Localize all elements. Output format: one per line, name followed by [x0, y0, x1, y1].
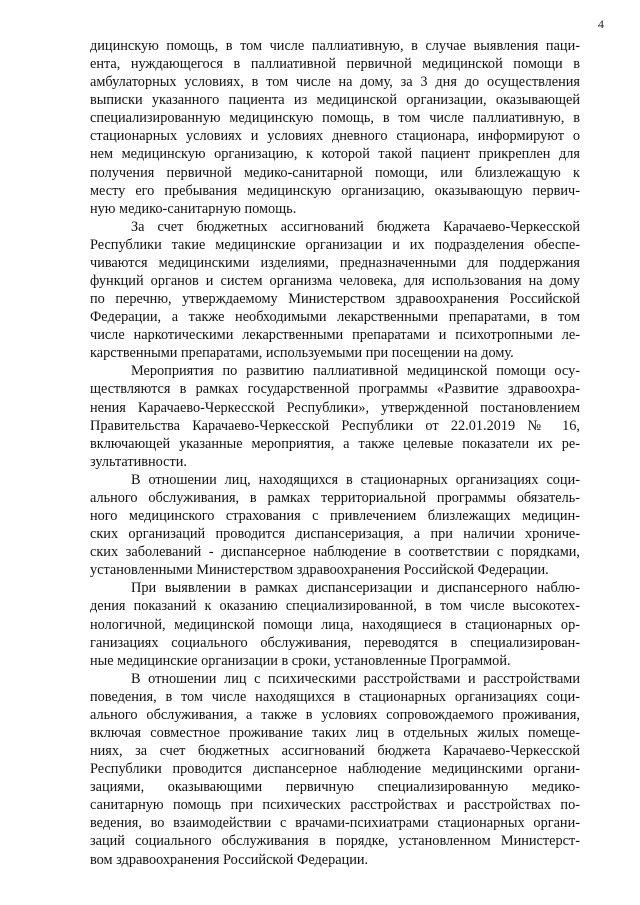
text-line: амбулаторных условиях, в том числе на дому, за 3 дня до осуществления: [90, 74, 580, 91]
text-line: В отношении лиц с психическими расстройствами и расстройствами: [131, 670, 580, 687]
text-line: стационарных условиях и условиях дневного стационара, информируют о: [90, 128, 580, 145]
text-line: ента, нуждающегося в паллиативной первичной медицинской помощи в: [90, 56, 580, 73]
text-line: заций социального обслуживания в порядке, установленном Министерст-: [90, 833, 580, 850]
text-line: ального обслуживания, а также в условиях сопровождаемого проживания,: [90, 706, 580, 723]
text-line: нем медицинскую организацию, к которой такой пациент прикреплен для: [90, 146, 580, 163]
text-line: выписки указанного пациента из медицинской организации, оказывающей: [90, 92, 580, 109]
text-line: ального обслуживания, в рамках территориальной программы обязатель-: [90, 489, 580, 506]
text-line: получения первичной медико-санитарной помощи, или близлежащую к: [90, 164, 580, 181]
text-line: нения Карачаево-Черкесской Республики», утвержденной постановлением: [90, 399, 580, 416]
text-line: ные медицинские организации в сроки, установленные Программой.: [90, 652, 511, 669]
text-line: поведения, в том числе находящихся в стационарных организациях соци-: [90, 688, 580, 705]
text-line: месту его пребывания медицинскую организацию, оказывающую первич-: [90, 182, 580, 199]
text-line: чиваются медицинскими изделиями, предназначенными для поддержания: [90, 254, 580, 271]
text-line: зациями, оказывающими первичную специализированную медико-: [90, 779, 580, 796]
text-line: специализированную медицинскую помощь, в том числе паллиативную, в: [90, 110, 580, 127]
text-line: ведения, во взаимодействии с врачами-психиатрами стационарных органи-: [90, 815, 580, 832]
text-line: вом здравоохранения Российской Федерации.: [90, 851, 369, 868]
text-line: При выявлении в рамках диспансеризации и диспансерного наблю-: [131, 580, 580, 597]
text-line: ную медико-санитарную помощь.: [90, 200, 297, 217]
text-line: установленными Министерством здравоохранения Российской Федерации.: [90, 562, 549, 579]
text-line: включающей указанные мероприятия, а также целевые показатели их ре-: [90, 435, 580, 452]
paragraph-social-service-dispensary: [90, 471, 580, 579]
text-line: ганизациях социального обслуживания, переводятся в специализирован-: [90, 634, 580, 651]
text-line: санитарную помощь при психических расстройствах и расстройствах по-: [90, 797, 580, 814]
text-line: В отношении лиц, находящихся в стационарных организациях соци-: [131, 471, 580, 488]
text-line: ских заболеваний - диспансерное наблюдение в соответствии с порядками,: [90, 544, 580, 561]
paragraph-mental-disorders: [90, 670, 580, 869]
paragraph-continuation: [90, 37, 580, 218]
text-line: по перечню, утверждаемому Министерством здравоохранения Российской: [90, 291, 580, 308]
paragraph-palliative-program: [90, 362, 580, 470]
text-line: Федерации, а также необходимыми лекарственными препаратами, в том: [90, 309, 580, 326]
text-line: нологичной, медицинской помощи лица, находящиеся в стационарных ор-: [90, 616, 580, 633]
text-line: включая совместное проживание таких лиц в отдельных жилых помеще-: [90, 724, 580, 741]
document-body: [90, 37, 580, 869]
text-line: карственными препаратами, используемыми при посещении на дому.: [90, 345, 514, 362]
text-line: Республики такие медицинские организации и их подразделения обеспе-: [90, 236, 580, 253]
text-line: Мероприятия по развитию паллиативной медицинской помощи осу-: [131, 363, 580, 380]
text-line: Республики проводится диспансерное наблюдение медицинскими органи-: [90, 761, 580, 778]
text-line: дения показаний к оказанию специализированной, в том числе высокотех-: [90, 598, 580, 615]
text-line: дицинскую помощь, в том числе паллиативную, в случае выявления паци-: [90, 38, 580, 54]
text-line: зультативности.: [90, 453, 187, 470]
paragraph-specialized-transfer: [90, 579, 580, 669]
text-line: ских организаций проводится диспансеризация, а при наличии хрониче-: [90, 526, 580, 543]
text-line: ниях, за счет бюджетных ассигнований бюджета Карачаево-Черкесской: [90, 743, 580, 760]
text-line: За счет бюджетных ассигнований бюджета Карачаево-Черкесской: [131, 218, 580, 235]
text-line: Правительства Карачаево-Черкесской Республики от 22.01.2019 № 16,: [90, 417, 580, 434]
text-line: функций органов и систем организма человека, для использования на дому: [90, 273, 580, 290]
text-line: ного медицинского страхования с привлечением близлежащих медицин-: [90, 508, 580, 525]
page-number: 4: [598, 17, 604, 31]
paragraph-budget-funding: [90, 218, 580, 363]
text-line: ществляются в рамках государственной программы «Развитие здравоохра-: [90, 381, 580, 398]
text-line: числе наркотическими лекарственными препаратами и психотропными ле-: [90, 327, 580, 344]
